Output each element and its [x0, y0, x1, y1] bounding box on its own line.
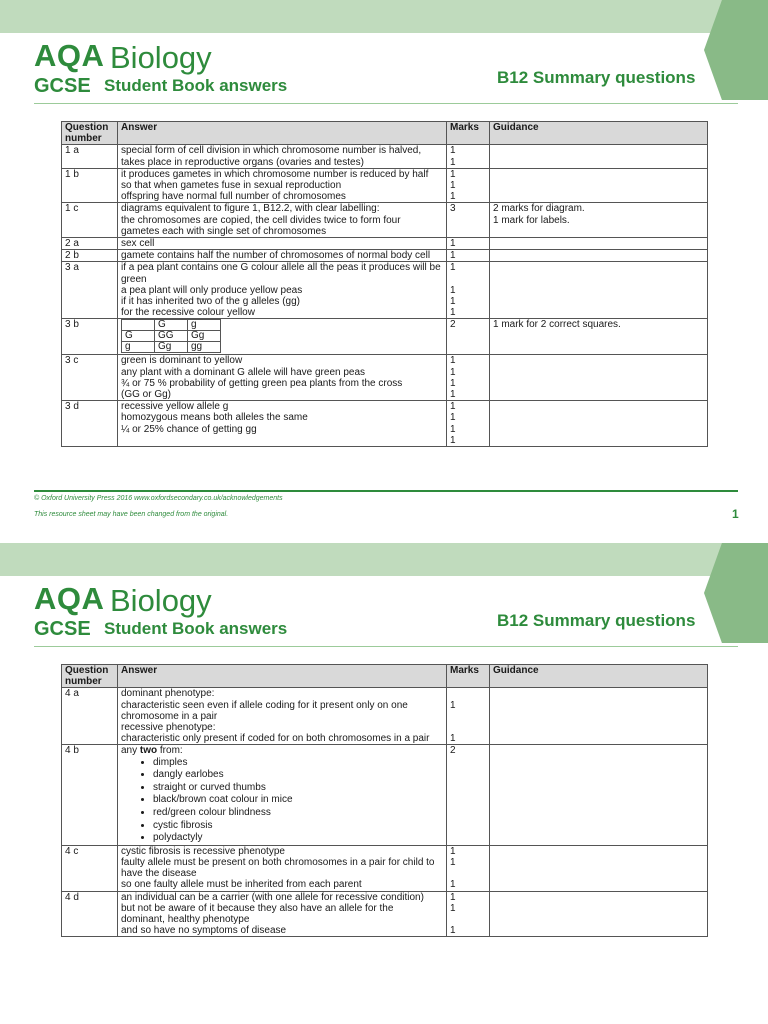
mark-value: 1 [450, 168, 456, 180]
answers-body-2 [62, 688, 708, 937]
answer-cell [118, 250, 447, 262]
brand-book: Student Book answers [104, 76, 288, 95]
mark-value: 1 [450, 925, 456, 937]
answer-line: characteristic only present if coded for on both chromosomes in a pair [121, 733, 430, 745]
mark-value: 1 [450, 891, 456, 903]
punnett-cell: gg [188, 342, 221, 353]
table-header-row [62, 665, 708, 688]
answer-cell [118, 745, 447, 845]
answer-line: gametes each with single set of chromosomes [121, 225, 327, 237]
page-heading: B12 Summary questions [497, 611, 696, 630]
mark-value: 1 [450, 156, 456, 168]
answer-line: the chromosomes are copied, the cell divides twice to form four [121, 214, 401, 226]
guidance-cell [490, 168, 708, 203]
mark-value: 1 [450, 284, 456, 296]
answer-cell [118, 355, 447, 401]
question-number: 4 c [62, 845, 118, 891]
mark-value: 1 [450, 296, 456, 308]
mark-value [450, 711, 486, 722]
header-band [0, 0, 768, 33]
mark-value: 1 [450, 366, 456, 378]
brand-aqa-logo: AQA [34, 581, 105, 616]
header-question: Question number [62, 122, 118, 145]
marks-cell [447, 262, 490, 319]
marks-cell [447, 891, 490, 937]
bullet-item: • dimples [153, 757, 443, 770]
question-number: 1 b [62, 168, 118, 203]
bullet-item: • straight or curved thumbs [153, 782, 443, 795]
table-row [62, 238, 708, 250]
mark-value: 1 [450, 238, 456, 250]
marks-cell [447, 203, 490, 238]
bullet-item: • black/brown coat colour in mice [153, 794, 443, 807]
question-number: 1 a [62, 145, 118, 168]
guidance-cell [490, 203, 708, 238]
marks-cell [447, 688, 490, 745]
punnett-cell [122, 320, 155, 331]
guidance-cell [490, 688, 708, 745]
guidance-cell [490, 845, 708, 891]
bullet-item: • cystic fibrosis [153, 820, 443, 833]
mark-value: 1 [450, 389, 456, 401]
answers-body [62, 145, 708, 447]
page-2 [0, 543, 768, 1024]
header-answer: Answer [118, 122, 447, 145]
bullet-item: • red/green colour blindness [153, 807, 443, 820]
mark-value: 1 [450, 262, 456, 274]
mark-value: 1 [450, 355, 456, 367]
answer-line: (GG or Gg) [121, 389, 172, 401]
footer-notice: This resource sheet may have been changed from the original. [34, 511, 229, 518]
answer-line: for the recessive colour yellow [121, 307, 255, 319]
table-row [62, 355, 708, 401]
mark-value: 1 [450, 250, 456, 262]
header-marks: Marks [447, 665, 490, 688]
punnett-cell: GG [155, 331, 188, 342]
header-answer: Answer [118, 665, 447, 688]
question-number: 2 a [62, 238, 118, 250]
answers-table-2 [61, 664, 708, 937]
table-row [62, 688, 708, 745]
answer-line: and so have no symptoms of disease [121, 925, 287, 937]
punnett-row [122, 320, 221, 331]
table-row [62, 262, 708, 319]
question-number: 2 b [62, 250, 118, 262]
punnett-row [122, 342, 221, 353]
answer-line: gamete contains half the number of chromosomes of normal body cell [121, 250, 431, 262]
table-row [62, 401, 708, 447]
answer-line: dominant, healthy phenotype [121, 914, 250, 925]
table-row [62, 891, 708, 937]
page-heading: B12 Summary questions [497, 68, 696, 87]
answer-line: special form of cell division in which chromosome number is halved, [121, 145, 422, 157]
guidance-cell [490, 262, 708, 319]
table-row [62, 145, 708, 168]
answer-line: recessive yellow allele g [121, 401, 229, 413]
answer-line: ¾ or 75 % probability of getting green pea plants from the cross [121, 377, 403, 389]
mark-value: 1 [450, 412, 456, 424]
answer-cell [118, 891, 447, 937]
answer-cell [118, 238, 447, 250]
answer-line: if a pea plant contains one G colour allele all the peas it produces will be green [121, 262, 441, 285]
guidance-cell [490, 145, 708, 168]
header-guidance: Guidance [490, 665, 708, 688]
mark-value [450, 914, 486, 925]
answer-cell [118, 168, 447, 203]
punnett-cell: G [122, 331, 155, 342]
table-row [62, 745, 708, 845]
answer-line: any plant with a dominant G allele will have green peas [121, 366, 366, 378]
question-number: 3 b [62, 319, 118, 355]
guidance-line: 1 mark for 2 correct squares. [493, 319, 621, 331]
mark-value: 1 [450, 902, 456, 914]
marks-cell [447, 401, 490, 447]
answer-line: if it has inherited two of the g alleles (gg) [121, 296, 300, 308]
answer-line: chromosome in a pair [121, 710, 218, 722]
question-number: 4 b [62, 745, 118, 845]
punnett-cell: g [188, 320, 221, 331]
header-guidance: Guidance [490, 122, 708, 145]
mark-value: 1 [450, 699, 456, 711]
punnett-cell: g [122, 342, 155, 353]
guidance-cell [490, 891, 708, 937]
mark-value: 3 [450, 203, 456, 215]
answer-line: cystic fibrosis is recessive phenotype [121, 845, 285, 857]
answer-line: diagrams equivalent to figure 1, B12.2, with clear labelling: [121, 203, 380, 215]
answer-line: ¼ or 25% chance of getting gg [121, 423, 257, 435]
mark-value: 1 [450, 145, 456, 157]
question-number: 4 d [62, 891, 118, 937]
guidance-cell [490, 745, 708, 845]
page-number: 1 [732, 507, 739, 521]
answer-cell [118, 319, 447, 355]
answer-line: characteristic seen even if allele coding for it present only on one [121, 699, 408, 711]
header-marks: Marks [447, 122, 490, 145]
answer-line: so that when gametes fuse in sexual reproduction [121, 180, 342, 192]
footer-line [34, 490, 738, 492]
mark-value: 2 [450, 745, 456, 757]
bullet-item: • dangly earlobes [153, 769, 443, 782]
answer-cell [118, 203, 447, 238]
mark-value: 1 [450, 180, 456, 192]
header-divider [34, 103, 738, 104]
answer-cell [118, 688, 447, 745]
question-number: 4 a [62, 688, 118, 745]
answer-line: offspring have normal full number of chromosomes [121, 191, 346, 203]
marks-cell [447, 745, 490, 845]
answer-line: faulty allele must be present on both chromosomes in a pair for child to [121, 856, 435, 868]
answer-cell [118, 845, 447, 891]
marks-cell [447, 845, 490, 891]
answer-line: but not be aware of it because they also have an allele for the [121, 902, 394, 914]
marks-cell [447, 355, 490, 401]
marks-cell [447, 238, 490, 250]
mark-value: 1 [450, 879, 456, 891]
header-question: Question number [62, 665, 118, 688]
brand-level: GCSE [34, 75, 91, 97]
bullet-list [121, 757, 443, 845]
marks-cell [447, 319, 490, 355]
answer-line: an individual can be a carrier (with one allele for recessive condition) [121, 891, 424, 903]
guidance-cell [490, 319, 708, 355]
table-header-row [62, 122, 708, 145]
answer-line: it produces gametes in which chromosome number is reduced by half [121, 168, 429, 180]
answer-cell [118, 401, 447, 447]
mark-value [450, 274, 486, 285]
mark-value: 1 [450, 845, 456, 857]
guidance-cell [490, 401, 708, 447]
question-number: 3 a [62, 262, 118, 319]
table-row [62, 168, 708, 203]
bullet-item: • polydactyly [153, 832, 443, 845]
question-number: 3 d [62, 401, 118, 447]
table-row [62, 250, 708, 262]
mark-value [450, 688, 486, 699]
brand-subject: Biology [110, 583, 212, 618]
answers-table [61, 121, 708, 447]
table-row [62, 319, 708, 355]
brand-level: GCSE [34, 618, 91, 640]
mark-value: 1 [450, 191, 456, 203]
mark-value [450, 868, 486, 879]
mark-value: 1 [450, 733, 456, 745]
brand-book: Student Book answers [104, 619, 288, 638]
mark-value: 1 [450, 856, 456, 868]
answer-line: any two from: [121, 745, 183, 757]
brand-aqa-logo: AQA [34, 38, 105, 73]
answer-line: a pea plant will only produce yellow peas [121, 284, 303, 296]
mark-value: 1 [450, 307, 456, 319]
table-row [62, 845, 708, 891]
guidance-cell [490, 238, 708, 250]
question-number: 1 c [62, 203, 118, 238]
table-row [62, 203, 708, 238]
mark-value: 1 [450, 401, 456, 413]
answer-line: recessive phenotype: [121, 722, 216, 734]
answer-line: takes place in reproductive organs (ovaries and testes) [121, 156, 364, 168]
punnett-cell: Gg [188, 331, 221, 342]
answer-line: homozygous means both alleles the same [121, 412, 308, 424]
punnett-cell: Gg [155, 342, 188, 353]
punnett-cell: G [155, 320, 188, 331]
answer-line: have the disease [121, 868, 197, 880]
mark-value: 1 [450, 434, 456, 446]
answer-line: green is dominant to yellow [121, 355, 243, 367]
guidance-cell [490, 250, 708, 262]
answer-emphasis: two [139, 745, 158, 757]
answer-cell [118, 262, 447, 319]
question-number: 3 c [62, 355, 118, 401]
guidance-line: 1 mark for labels. [493, 214, 570, 226]
header-band [0, 543, 768, 576]
guidance-cell [490, 355, 708, 401]
mark-value: 1 [450, 377, 456, 389]
mark-value [450, 722, 486, 733]
answer-cell [118, 145, 447, 168]
marks-cell [447, 168, 490, 203]
mark-value: 2 [450, 319, 456, 331]
brand-subject: Biology [110, 40, 212, 75]
punnett-square [121, 319, 221, 353]
answer-line: dominant phenotype: [121, 688, 215, 700]
punnett-row [122, 331, 221, 342]
header-divider [34, 646, 738, 647]
answer-line: so one faulty allele must be inherited from each parent [121, 879, 362, 891]
marks-cell [447, 250, 490, 262]
guidance-line: 2 marks for diagram. [493, 203, 585, 215]
footer-copyright: © Oxford University Press 2016 www.oxfordsecondary.co.uk/acknowledgements [34, 495, 283, 502]
marks-cell [447, 145, 490, 168]
answer-line: sex cell [121, 238, 155, 250]
mark-value: 1 [450, 423, 456, 435]
